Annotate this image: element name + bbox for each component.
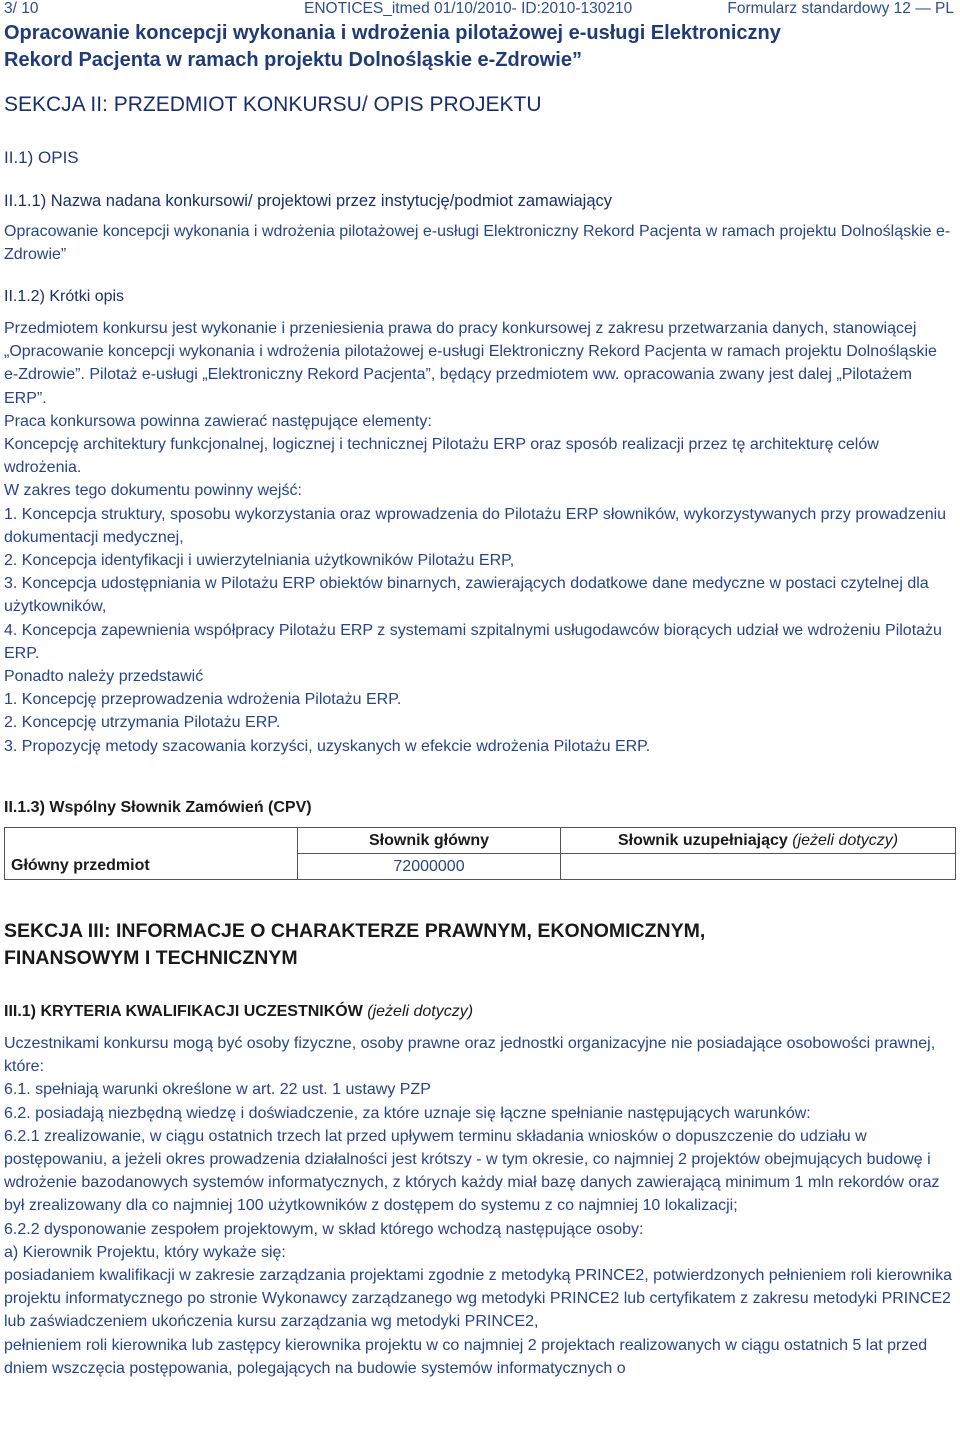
list-item: 6.1. spełniają warunki określone w art. 22 ust. 1 ustawy PZP	[4, 1081, 431, 1099]
list-item: 2. Koncepcję utrzymania Pilotażu ERP.	[4, 714, 281, 732]
table-row	[5, 828, 956, 854]
document-id: ENOTICES_itmed 01/10/2010- ID:2010-130210	[304, 0, 633, 17]
title-line-1: Opracowanie koncepcji wykonania i wdrożenia pilotażowej e-usługi Elektroniczny	[4, 22, 781, 44]
supp-label: Słownik uzupełniający	[617, 831, 788, 849]
list-item: 1. Koncepcja struktury, sposobu wykorzystania oraz wprowadzenia do Pilotażu ERP słowników, wykorzystywanych przy prowadzeniu dokumentacji medycznej,	[4, 505, 947, 546]
table-header-main: Słownik główny	[298, 828, 561, 854]
kryteria-heading-text: III.1) KRYTERIA KWALIFIKACJI UCZESTNIKÓW	[4, 1003, 363, 1020]
paragraph: posiadaniem kwalifikacji w zakresie zarządzania projektami zgodnie z metodyką PRINCE2, potwierdzonych pełnieniem roli kierownika projektu informatycznego po stronie Wykonawcy zarządzanego wg metodyki PRINCE2 lub certyfikatem z zakresu metodyki PRINCE2 lub zaświadczeniem ukończenia kursu zarządzania wg metodyki PRINCE2,	[4, 1267, 952, 1331]
krotki-opis-heading: II.1.2) Krótki opis	[4, 288, 125, 305]
list-item: 6.2.1 zrealizowanie, w ciągu ostatnich trzech lat przed upływem terminu składania wniosków o dopuszczenie do udziału w postępowaniu, a jeżeli okres prowadzenia działalności jest krótszy - w tym okresie, co najmniej 2 projektów obejmujących budowę i wdrożenie bazodanowych systemów informatycznych, z których każdy miał bazę danych zawierającą minimum 1 mln rekordów oraz był zrealizowany dla co najmniej 100 użytkowników z dostępem do systemu z co najmniej 10 lokalizacji;	[4, 1127, 940, 1215]
table-cell	[5, 828, 298, 854]
page-header	[4, 0, 954, 20]
paragraph: Przedmiotem konkursu jest wykonanie i przeniesienia prawa do pracy konkursowej z zakresu przetwarzania danych, stanowiącej „Opracowanie koncepcji wykonania i wdrożenia pilotażowej e-usługi Elektroniczny Rekord Pacjenta w ramach projektu Dolnośląskie	[4, 320, 937, 361]
document-title	[4, 20, 954, 74]
nazwa-heading: II.1.1) Nazwa nadana konkursowi/ projektowi przez instytucję/podmiot zamawiający	[4, 192, 613, 210]
kryteria-heading	[4, 1001, 954, 1023]
list-item: 1. Koncepcję przeprowadzenia wdrożenia Pilotażu ERP.	[4, 691, 402, 709]
section-3-heading-line-1: SEKCJA III: INFORMACJE O CHARAKTERZE PRAWNYM, EKONOMICZNYM,	[4, 920, 706, 942]
list-item: a) Kierownik Projektu, który wykaże się:	[4, 1243, 286, 1261]
list-item: 3. Propozycję metody szacowania korzyści, uzyskanych w efekcie wdrożenia Pilotażu ERP.	[4, 737, 651, 755]
kryteria-body	[4, 1032, 954, 1380]
paragraph: e-Zdrowie”. Pilotaż e-usługi „Elektroniczny Rekord Pacjenta”, będący przedmiotem ww. opracowania zwany jest dalej „Pilotażem ERP”.	[4, 366, 912, 407]
list-item: 4. Koncepcja zapewnienia współpracy Pilotażu ERP z systemami szpitalnymi usługodawców biorących udział we wdrożeniu Pilotażu ERP.	[4, 621, 942, 662]
paragraph: Ponadto należy przedstawić	[4, 668, 204, 686]
cpv-heading: II.1.3) Wspólny Słownik Zamówień (CPV)	[4, 799, 312, 816]
section-3-heading-line-2: FINANSOWYM I TECHNICZNYM	[4, 947, 298, 969]
paragraph: Uczestnikami konkursu mogą być osoby fizyczne, osoby prawne oraz jednostki organizacyjne nie posiadające osobowości prawnej, które:	[4, 1035, 936, 1076]
cpv-table	[4, 827, 956, 880]
list-item: 6.2.2 dysponowanie zespołem projektowym, w skład którego wchodzą następujące osoby:	[4, 1220, 644, 1238]
paragraph: pełnieniem roli kierownika lub zastępcy kierownika projektu w co najmniej 2 projektach realizowanych w ciągu ostatnich 5 lat przed dniem wszczęcia postępowania, polegających na budowie systemów informatycznych o	[4, 1336, 928, 1377]
kryteria-heading-note: (jeżeli dotyczy)	[367, 1003, 474, 1020]
title-line-2: Rekord Pacjenta w ramach projektu Dolnośląskie e-Zdrowie”	[4, 49, 582, 71]
paragraph: Koncepcję architektury funkcjonalnej, logicznej i technicznej Pilotażu ERP oraz sposób realizacji przez tę architekturę celów wdrożenia.	[4, 436, 879, 477]
paragraph: Praca konkursowa powinna zawierać następujące elementy:	[4, 412, 432, 430]
krotki-opis-body	[4, 317, 954, 758]
nazwa-text: Opracowanie koncepcji wykonania i wdrożenia pilotażowej e-usługi Elektroniczny Rekord Pacjenta w ramach projektu Dolnośląskie e-Zdrowie”	[4, 223, 951, 264]
list-item: 2. Koncepcja identyfikacji i uwierzytelniania użytkowników Pilotażu ERP,	[4, 552, 515, 570]
table-row	[5, 854, 956, 880]
section-2-heading: SEKCJA II: PRZEDMIOT KONKURSU/ OPIS PROJEKTU	[4, 93, 542, 116]
table-cell	[561, 854, 956, 880]
form-name: Formularz standardowy 12 — PL	[727, 0, 954, 17]
list-item: 3. Koncepcja udostępniania w Pilotażu ERP obiektów binarnych, zawierających dodatkowe dane medyczne w postaci czytelnej dla użytkowników,	[4, 575, 929, 616]
list-item: 6.2. posiadają niezbędną wiedzę i doświadczenie, za które uznaje się łączne spełnianie następujących warunków:	[4, 1104, 811, 1122]
cpv-code: 72000000	[298, 854, 561, 880]
opis-heading: II.1) OPIS	[4, 148, 79, 167]
section-3-heading	[4, 918, 954, 972]
paragraph: W zakres tego dokumentu powinny wejść:	[4, 482, 302, 500]
supp-note: (jeżeli dotyczy)	[792, 831, 899, 849]
page-number: 3/ 10	[4, 0, 39, 17]
table-header-supplementary	[561, 828, 956, 854]
row-label: Główny przedmiot	[5, 854, 298, 880]
